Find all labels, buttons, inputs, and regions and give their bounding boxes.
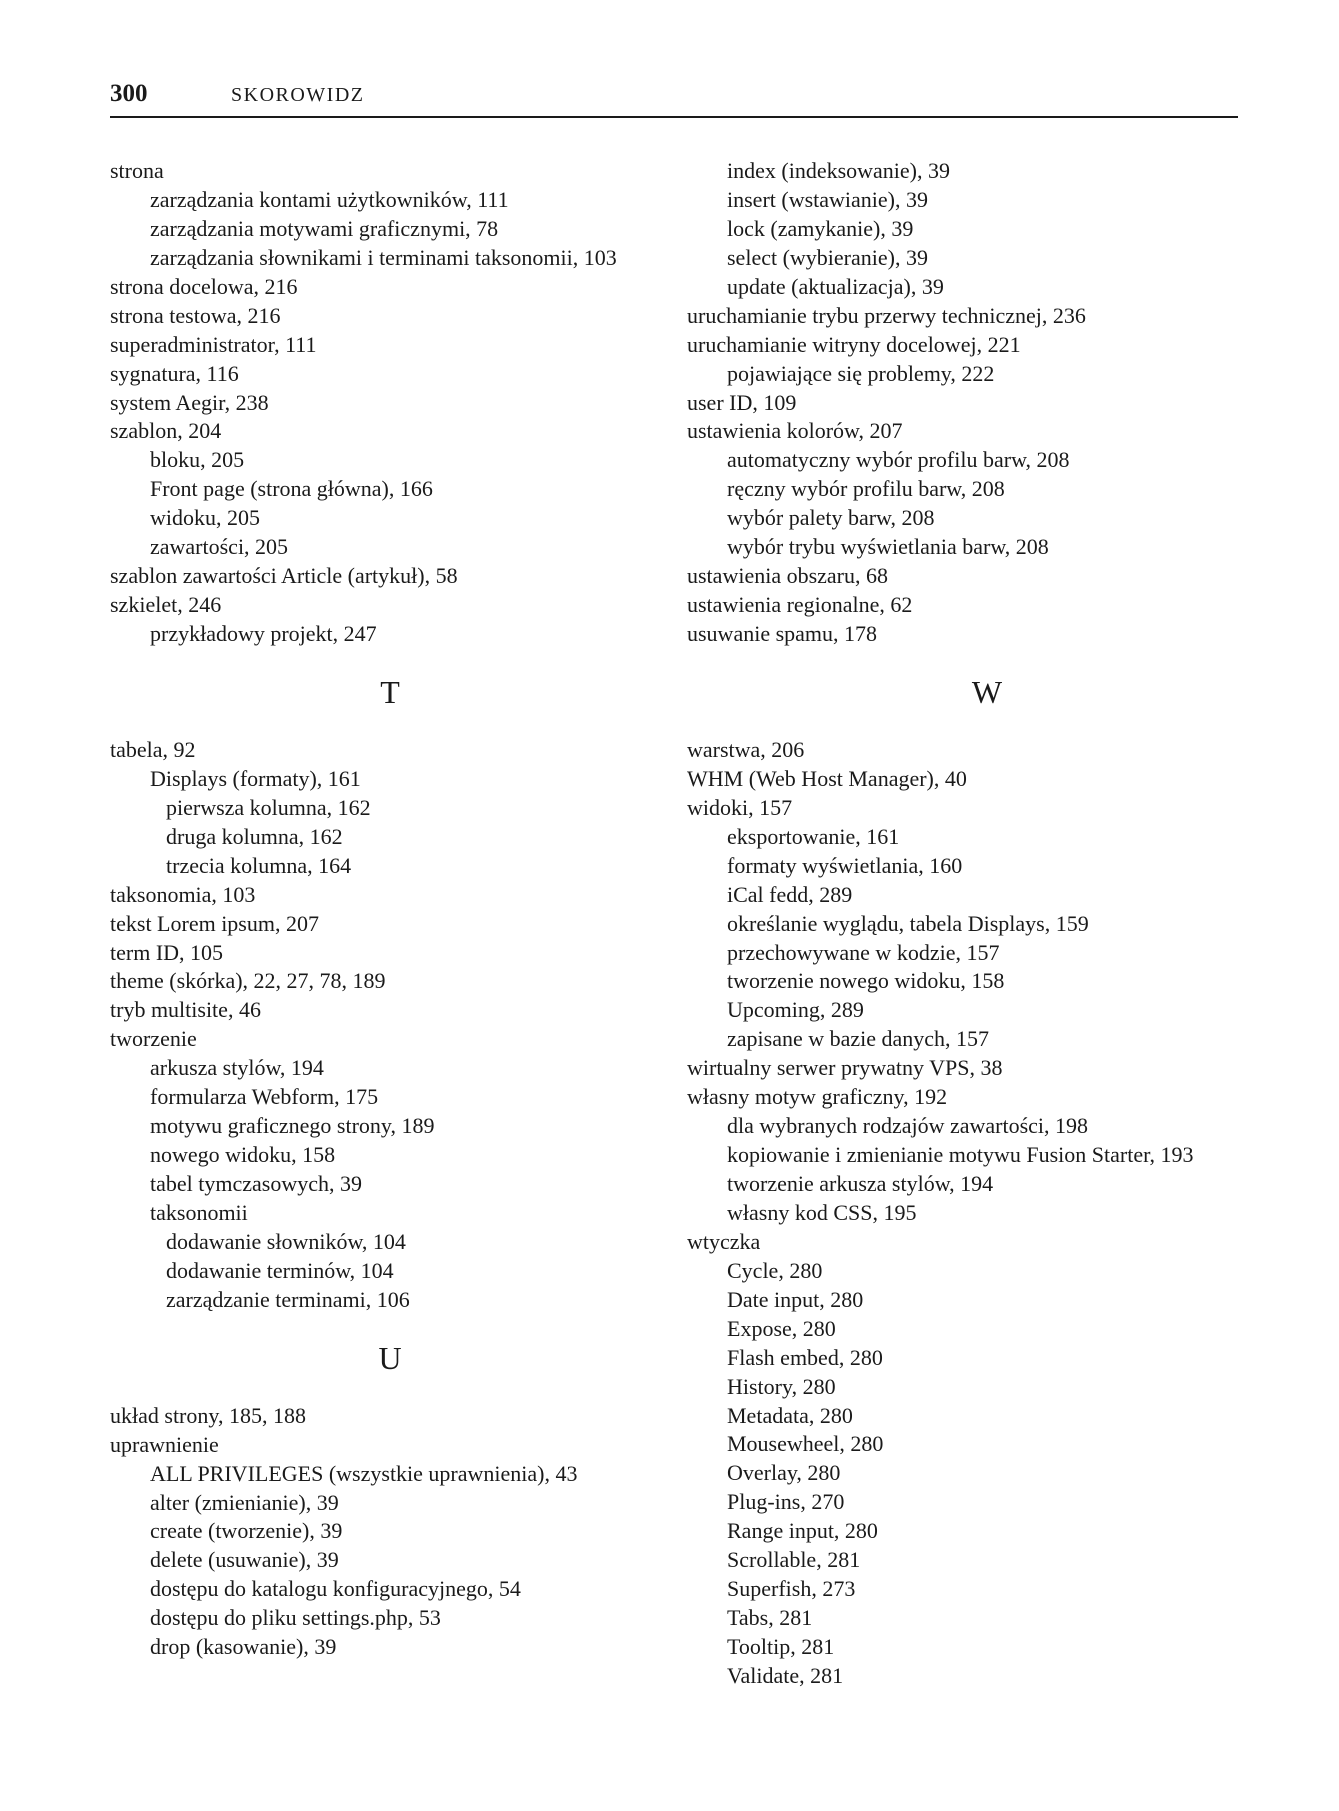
index-entry: układ strony, 185, 188: [110, 1402, 306, 1428]
index-subentry: tworzenie arkusza stylów, 194: [727, 1171, 994, 1196]
index-entry: sygnatura, 116: [110, 360, 239, 386]
index-entry: theme (skórka), 22, 27, 78, 189: [110, 968, 386, 994]
index-entry: taksonomia, 103: [110, 881, 256, 907]
index-subentry: Metadata, 280: [727, 1402, 853, 1428]
index-subentry: dostępu do pliku settings.php, 53: [150, 1605, 441, 1631]
index-subentry: Tooltip, 281: [727, 1634, 835, 1659]
index-entry: strona docelowa, 216: [110, 273, 298, 299]
index-subentry: create (tworzenie), 39: [150, 1518, 343, 1544]
index-entry: WHM (Web Host Manager), 40: [687, 765, 967, 791]
index-subentry: delete (usuwanie), 39: [150, 1547, 339, 1573]
index-subentry: Displays (formaty), 161: [150, 765, 361, 791]
index-subentry: przykładowy projekt, 247: [150, 621, 377, 646]
index-subentry: tworzenie nowego widoku, 158: [727, 968, 1005, 994]
index-entry: superadministrator, 111: [110, 331, 317, 357]
index-entry: wirtualny serwer prywatny VPS, 38: [687, 1055, 1003, 1081]
index-subentry: widoku, 205: [150, 505, 260, 531]
index-subentry: druga kolumna, 162: [166, 823, 343, 849]
index-entry: wtyczka: [687, 1228, 761, 1254]
index-entry: tryb multisite, 46: [110, 997, 261, 1023]
index-entry: ustawienia regionalne, 62: [687, 592, 913, 618]
index-subentry: History, 280: [727, 1373, 836, 1399]
index-subentry: Date input, 280: [727, 1286, 864, 1312]
index-subentry: Scrollable, 281: [727, 1547, 861, 1573]
index-subentry: Upcoming, 289: [727, 997, 864, 1023]
index-subentry: lock (zamykanie), 39: [727, 215, 914, 241]
index-subentry: wybór palety barw, 208: [727, 505, 935, 531]
index-subentry: zapisane w bazie danych, 157: [727, 1026, 990, 1052]
page-number: 300: [110, 80, 148, 107]
index-subentry: zarządzanie terminami, 106: [166, 1286, 410, 1312]
index-subentry: bloku, 205: [150, 447, 245, 473]
index-entry: term ID, 105: [110, 939, 224, 965]
index-subentry: tabel tymczasowych, 39: [150, 1171, 362, 1196]
index-subentry: index (indeksowanie), 39: [727, 158, 950, 183]
index-subentry: eksportowanie, 161: [727, 823, 900, 849]
index-entry: strona: [110, 158, 164, 183]
index-subentry: iCal fedd, 289: [727, 881, 853, 907]
index-entry: szablon, 204: [110, 418, 222, 444]
index-entry: szkielet, 246: [110, 592, 222, 618]
index-subentry: określanie wyglądu, tabela Displays, 159: [727, 910, 1089, 936]
running-title: SKOROWIDZ: [231, 84, 365, 106]
index-subentry: Tabs, 281: [727, 1605, 813, 1631]
index-subentry: dodawanie terminów, 104: [166, 1257, 394, 1283]
section-letter: U: [378, 1339, 402, 1376]
index-column-left: [110, 157, 670, 1662]
index-entry: tworzenie: [110, 1026, 197, 1052]
index-subentry: dostępu do katalogu konfiguracyjnego, 54: [150, 1576, 521, 1602]
index-entry: user ID, 109: [687, 389, 797, 415]
index-subentry: Plug-ins, 270: [727, 1489, 845, 1515]
index-subentry: motywu graficznego strony, 189: [150, 1113, 435, 1139]
index-subentry: wybór trybu wyświetlania barw, 208: [727, 534, 1049, 560]
index-subentry: select (wybieranie), 39: [727, 244, 928, 270]
index-subentry: ręczny wybór profilu barw, 208: [727, 476, 1005, 502]
index-subentry: ALL PRIVILEGES (wszystkie uprawnienia), 43: [150, 1460, 578, 1486]
section-letter: T: [380, 673, 400, 710]
index-subentry: Mousewheel, 280: [727, 1431, 884, 1457]
index-subentry: Validate, 281: [727, 1662, 844, 1688]
index-subentry: nowego widoku, 158: [150, 1142, 336, 1168]
index-subentry: dla wybranych rodzajów zawartości, 198: [727, 1113, 1089, 1139]
index-entry: uruchamianie witryny docelowej, 221: [687, 331, 1021, 357]
index-subentry: zarządzania motywami graficznymi, 78: [150, 215, 499, 241]
index-entry: tabela, 92: [110, 736, 196, 762]
index-subentry: alter (zmienianie), 39: [150, 1489, 339, 1515]
index-subentry: arkusza stylów, 194: [150, 1055, 324, 1081]
index-subentry: Range input, 280: [727, 1518, 878, 1544]
section-letter: W: [971, 673, 1003, 710]
index-subentry: Cycle, 280: [727, 1257, 823, 1283]
index-subentry: formularza Webform, 175: [150, 1084, 379, 1110]
index-entry: własny motyw graficzny, 192: [687, 1084, 948, 1110]
index-subentry: Front page (strona główna), 166: [150, 476, 433, 502]
index-entry: strona testowa, 216: [110, 302, 281, 328]
index-subentry: update (aktualizacja), 39: [727, 273, 944, 299]
index-subentry: zarządzania słownikami i terminami taksonomii, 103: [150, 244, 617, 270]
index-subentry: trzecia kolumna, 164: [166, 852, 352, 878]
index-subentry: pojawiające się problemy, 222: [727, 360, 995, 386]
index-entry: uruchamianie trybu przerwy technicznej, 236: [687, 302, 1086, 328]
page-header: [110, 78, 1238, 118]
index-subentry: własny kod CSS, 195: [727, 1199, 917, 1225]
index-entry: ustawienia kolorów, 207: [687, 418, 903, 444]
index-subentry: drop (kasowanie), 39: [150, 1634, 337, 1660]
index-entry: ustawienia obszaru, 68: [687, 563, 888, 589]
index-subentry: pierwsza kolumna, 162: [166, 794, 371, 820]
index-subentry: zawartości, 205: [150, 534, 289, 560]
index-subentry: zarządzania kontami użytkowników, 111: [150, 186, 509, 212]
index-entry: system Aegir, 238: [110, 389, 269, 415]
index-subentry: Expose, 280: [727, 1315, 836, 1341]
index-subentry: kopiowanie i zmienianie motywu Fusion Starter, 193: [727, 1142, 1194, 1168]
index-subentry: Overlay, 280: [727, 1460, 841, 1486]
index-entry: warstwa, 206: [687, 736, 805, 762]
index-subentry: Flash embed, 280: [727, 1344, 883, 1370]
index-subentry: formaty wyświetlania, 160: [727, 852, 963, 878]
index-subentry: taksonomii: [150, 1199, 248, 1225]
index-subentry: automatyczny wybór profilu barw, 208: [727, 447, 1070, 473]
index-entry: szablon zawartości Article (artykuł), 58: [110, 563, 458, 589]
index-entry: usuwanie spamu, 178: [687, 621, 878, 646]
index-subentry: przechowywane w kodzie, 157: [727, 939, 1000, 965]
index-column-right: [687, 157, 1287, 1691]
index-subentry: insert (wstawianie), 39: [727, 186, 928, 212]
index-subentry: Superfish, 273: [727, 1576, 856, 1602]
index-entry: uprawnienie: [110, 1431, 219, 1457]
index-subentry: dodawanie słowników, 104: [166, 1228, 406, 1254]
index-entry: widoki, 157: [687, 794, 793, 820]
index-entry: tekst Lorem ipsum, 207: [110, 910, 319, 936]
